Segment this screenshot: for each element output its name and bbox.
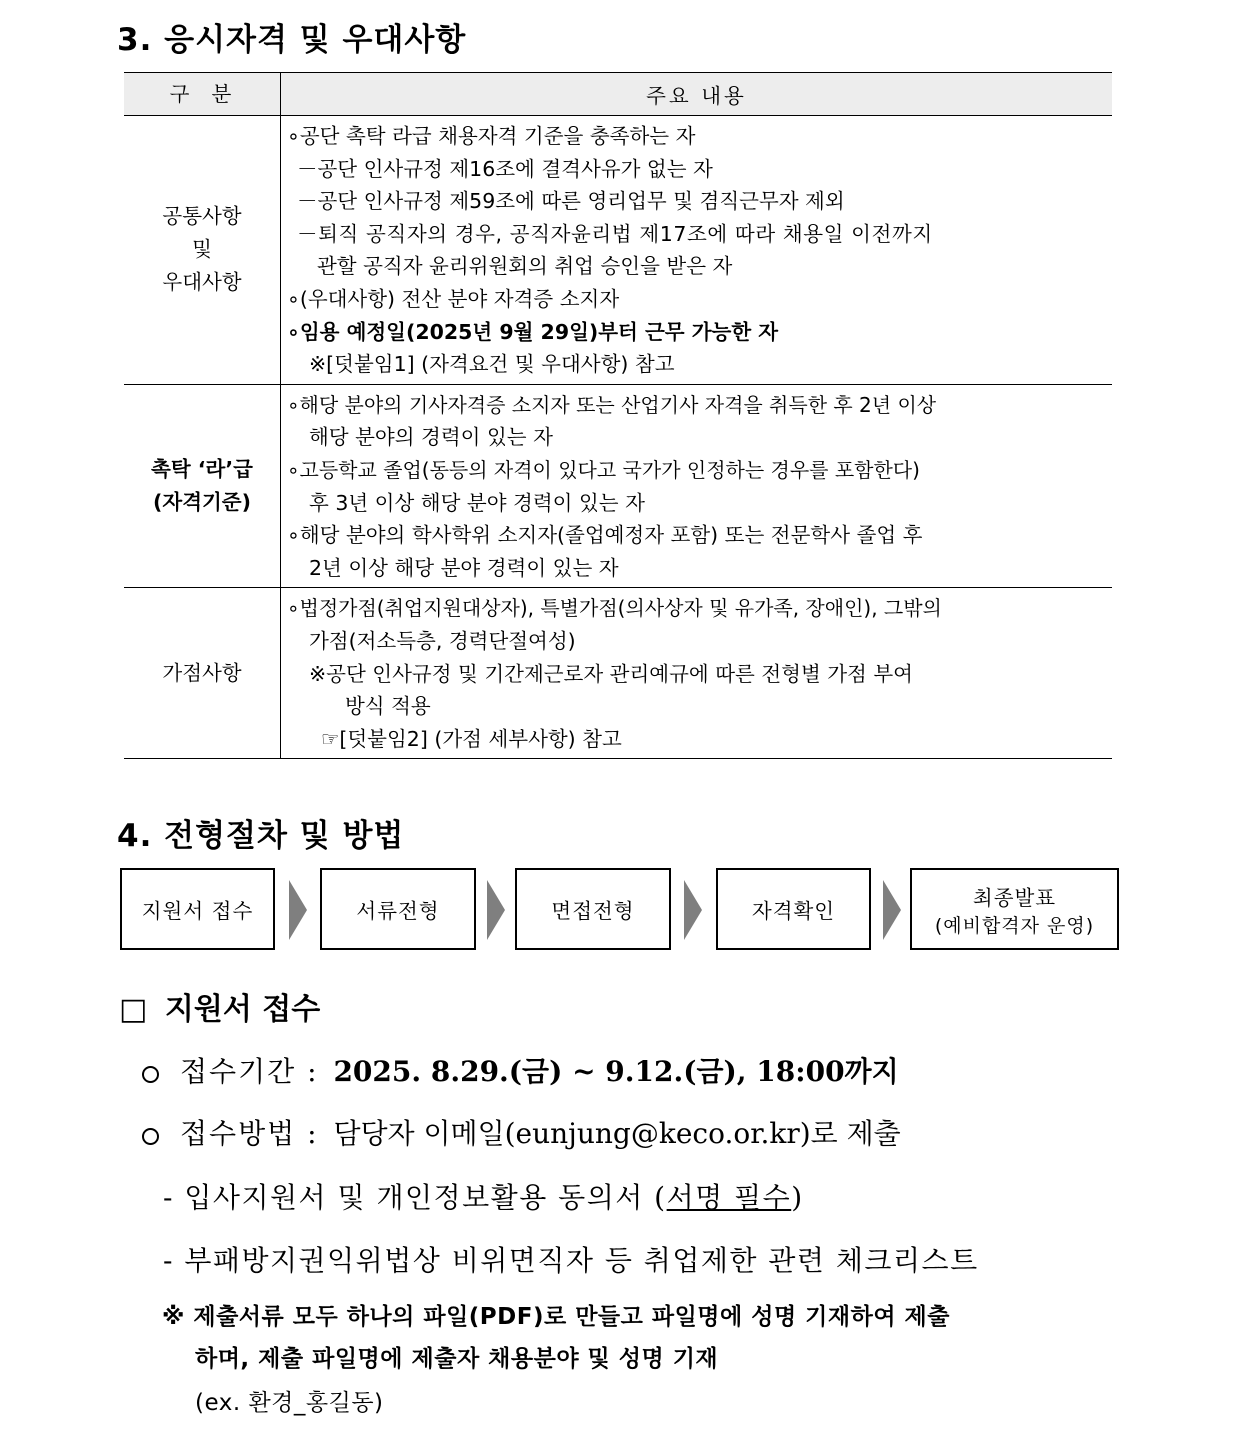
content-line: ∘고등학교 졸업(동등의 자격이 있다고 국가가 인정하는 경우를 포함한다) bbox=[287, 457, 920, 482]
row-content-bonus bbox=[281, 588, 1113, 759]
row-label-common bbox=[124, 116, 281, 385]
content-line: ☞[덧붙임2] (가점 세부사항) 참고 bbox=[321, 726, 622, 751]
flow-arrow-icon bbox=[684, 880, 702, 940]
circle-bullet-icon bbox=[142, 1128, 159, 1145]
qualification-table bbox=[124, 72, 1112, 759]
flow-arrow-icon bbox=[883, 880, 901, 940]
content-line: －퇴직 공직자의 경우, 공직자윤리법 제17조에 따라 채용일 이전까지 bbox=[297, 221, 933, 246]
table-row-bonus bbox=[124, 588, 1112, 759]
application-period bbox=[180, 1052, 899, 1092]
checkbox-square-icon: □ bbox=[119, 992, 148, 1027]
flow-step-verification bbox=[716, 868, 871, 950]
item-text-underlined: 서명 필수 bbox=[666, 1181, 792, 1214]
content-line: ∘(우대사항) 전산 분야 자격증 소지자 bbox=[287, 286, 620, 311]
period-label: 접수기간 : bbox=[180, 1055, 319, 1088]
row-label-line: 공통사항 bbox=[162, 204, 242, 229]
flow-step-document bbox=[320, 868, 476, 950]
flow-step-label: 자격확인 bbox=[751, 899, 836, 923]
section4-title: 4. 전형절차 및 방법 bbox=[117, 818, 405, 854]
row-label-line: 가점사항 bbox=[162, 660, 242, 685]
row-label-bonus bbox=[124, 588, 281, 759]
row-label-line: 촉탁 ‘라’급 bbox=[151, 457, 253, 482]
flow-step-application bbox=[120, 868, 275, 950]
submission-note-line: ※ 제출서류 모두 하나의 파일(PDF)로 만들고 파일명에 성명 기재하여 제출 bbox=[162, 1304, 950, 1330]
table-header-row bbox=[124, 73, 1112, 116]
method-value: 담당자 이메일(eunjung@keco.or.kr)로 제출 bbox=[333, 1117, 901, 1150]
flow-arrow-icon bbox=[289, 880, 307, 940]
header-content: 주요 내용 bbox=[281, 73, 1113, 116]
row-label-line: 우대사항 bbox=[162, 270, 242, 295]
content-line: 방식 적용 bbox=[345, 694, 431, 719]
submission-note-line: 하며, 제출 파일명에 제출자 채용분야 및 성명 기재 bbox=[195, 1346, 719, 1372]
application-heading-text: 지원서 접수 bbox=[164, 992, 321, 1027]
method-label: 접수방법 : bbox=[180, 1117, 319, 1150]
period-value: 2025. 8.29.(금) ~ 9.12.(금), 18:00까지 bbox=[333, 1055, 899, 1088]
content-line: 관할 공직자 윤리위원회의 취업 승인을 받은 자 bbox=[317, 254, 733, 279]
content-line: ∘공단 촉탁 라급 채용자격 기준을 충족하는 자 bbox=[287, 124, 696, 148]
content-line: ∘해당 분야의 기사자격증 소지자 또는 산업기사 자격을 취득한 후 2년 이상 bbox=[287, 392, 937, 417]
row-label-line: (자격기준) bbox=[153, 490, 251, 515]
circle-bullet-icon bbox=[142, 1066, 159, 1083]
content-line: ∘해당 분야의 학사학위 소지자(졸업예정자 포함) 또는 전문학사 졸업 후 bbox=[287, 523, 923, 548]
item-text: ) bbox=[791, 1181, 804, 1214]
row-content-common bbox=[281, 116, 1113, 385]
flow-step-label: 면접전형 bbox=[551, 899, 635, 923]
flow-step-final bbox=[910, 868, 1119, 950]
flow-step-label: 서류전형 bbox=[356, 899, 440, 923]
submission-note-line: (ex. 환경_홍길동) bbox=[195, 1390, 384, 1416]
section3-title: 3. 응시자격 및 우대사항 bbox=[117, 22, 467, 58]
content-line: 해당 분야의 경력이 있는 자 bbox=[309, 425, 553, 450]
item-text: - 입사지원서 및 개인정보활용 동의서 ( bbox=[163, 1181, 667, 1214]
application-heading bbox=[119, 990, 320, 1030]
row-label-grade bbox=[124, 384, 281, 588]
flow-step-label: 최종발표 bbox=[972, 885, 1057, 910]
content-line: －공단 인사규정 제59조에 따른 영리업무 및 겸직근무자 제외 bbox=[297, 189, 845, 214]
flow-step-sublabel: (예비합격자 운영) bbox=[934, 914, 1095, 937]
content-line: ∘법정가점(취업지원대상자), 특별가점(의사상자 및 유가족, 장애인), 그밖의 bbox=[287, 596, 942, 621]
item-text: - 부패방지권익위법상 비위면직자 등 취업제한 관련 체크리스트 bbox=[163, 1244, 979, 1277]
flow-step-interview bbox=[515, 868, 671, 950]
content-line: －공단 인사규정 제16조에 결격사유가 없는 자 bbox=[297, 156, 713, 181]
required-document-item bbox=[163, 1178, 804, 1218]
required-document-item bbox=[163, 1241, 979, 1281]
content-line-bold: ∘임용 예정일(2025년 9월 29일)부터 근무 가능한 자 bbox=[287, 319, 779, 344]
row-label-line: 및 bbox=[192, 237, 212, 262]
content-line: ※공단 인사규정 및 기간제근로자 관리예규에 따른 전형별 가점 부여 bbox=[309, 661, 913, 686]
content-line: 가점(저소득층, 경력단절여성) bbox=[309, 628, 576, 653]
flow-step-label: 지원서 접수 bbox=[141, 899, 254, 923]
table-row-common bbox=[124, 116, 1112, 385]
row-content-grade bbox=[281, 384, 1113, 588]
table-row-grade bbox=[124, 384, 1112, 588]
content-line: 2년 이상 해당 분야 경력이 있는 자 bbox=[309, 555, 619, 580]
content-line: 후 3년 이상 해당 분야 경력이 있는 자 bbox=[309, 490, 645, 515]
header-category: 구 분 bbox=[124, 73, 281, 116]
content-line: ※[덧붙임1] (자격요건 및 우대사항) 참고 bbox=[309, 352, 675, 377]
application-method bbox=[180, 1114, 901, 1154]
flow-arrow-icon bbox=[487, 880, 505, 940]
